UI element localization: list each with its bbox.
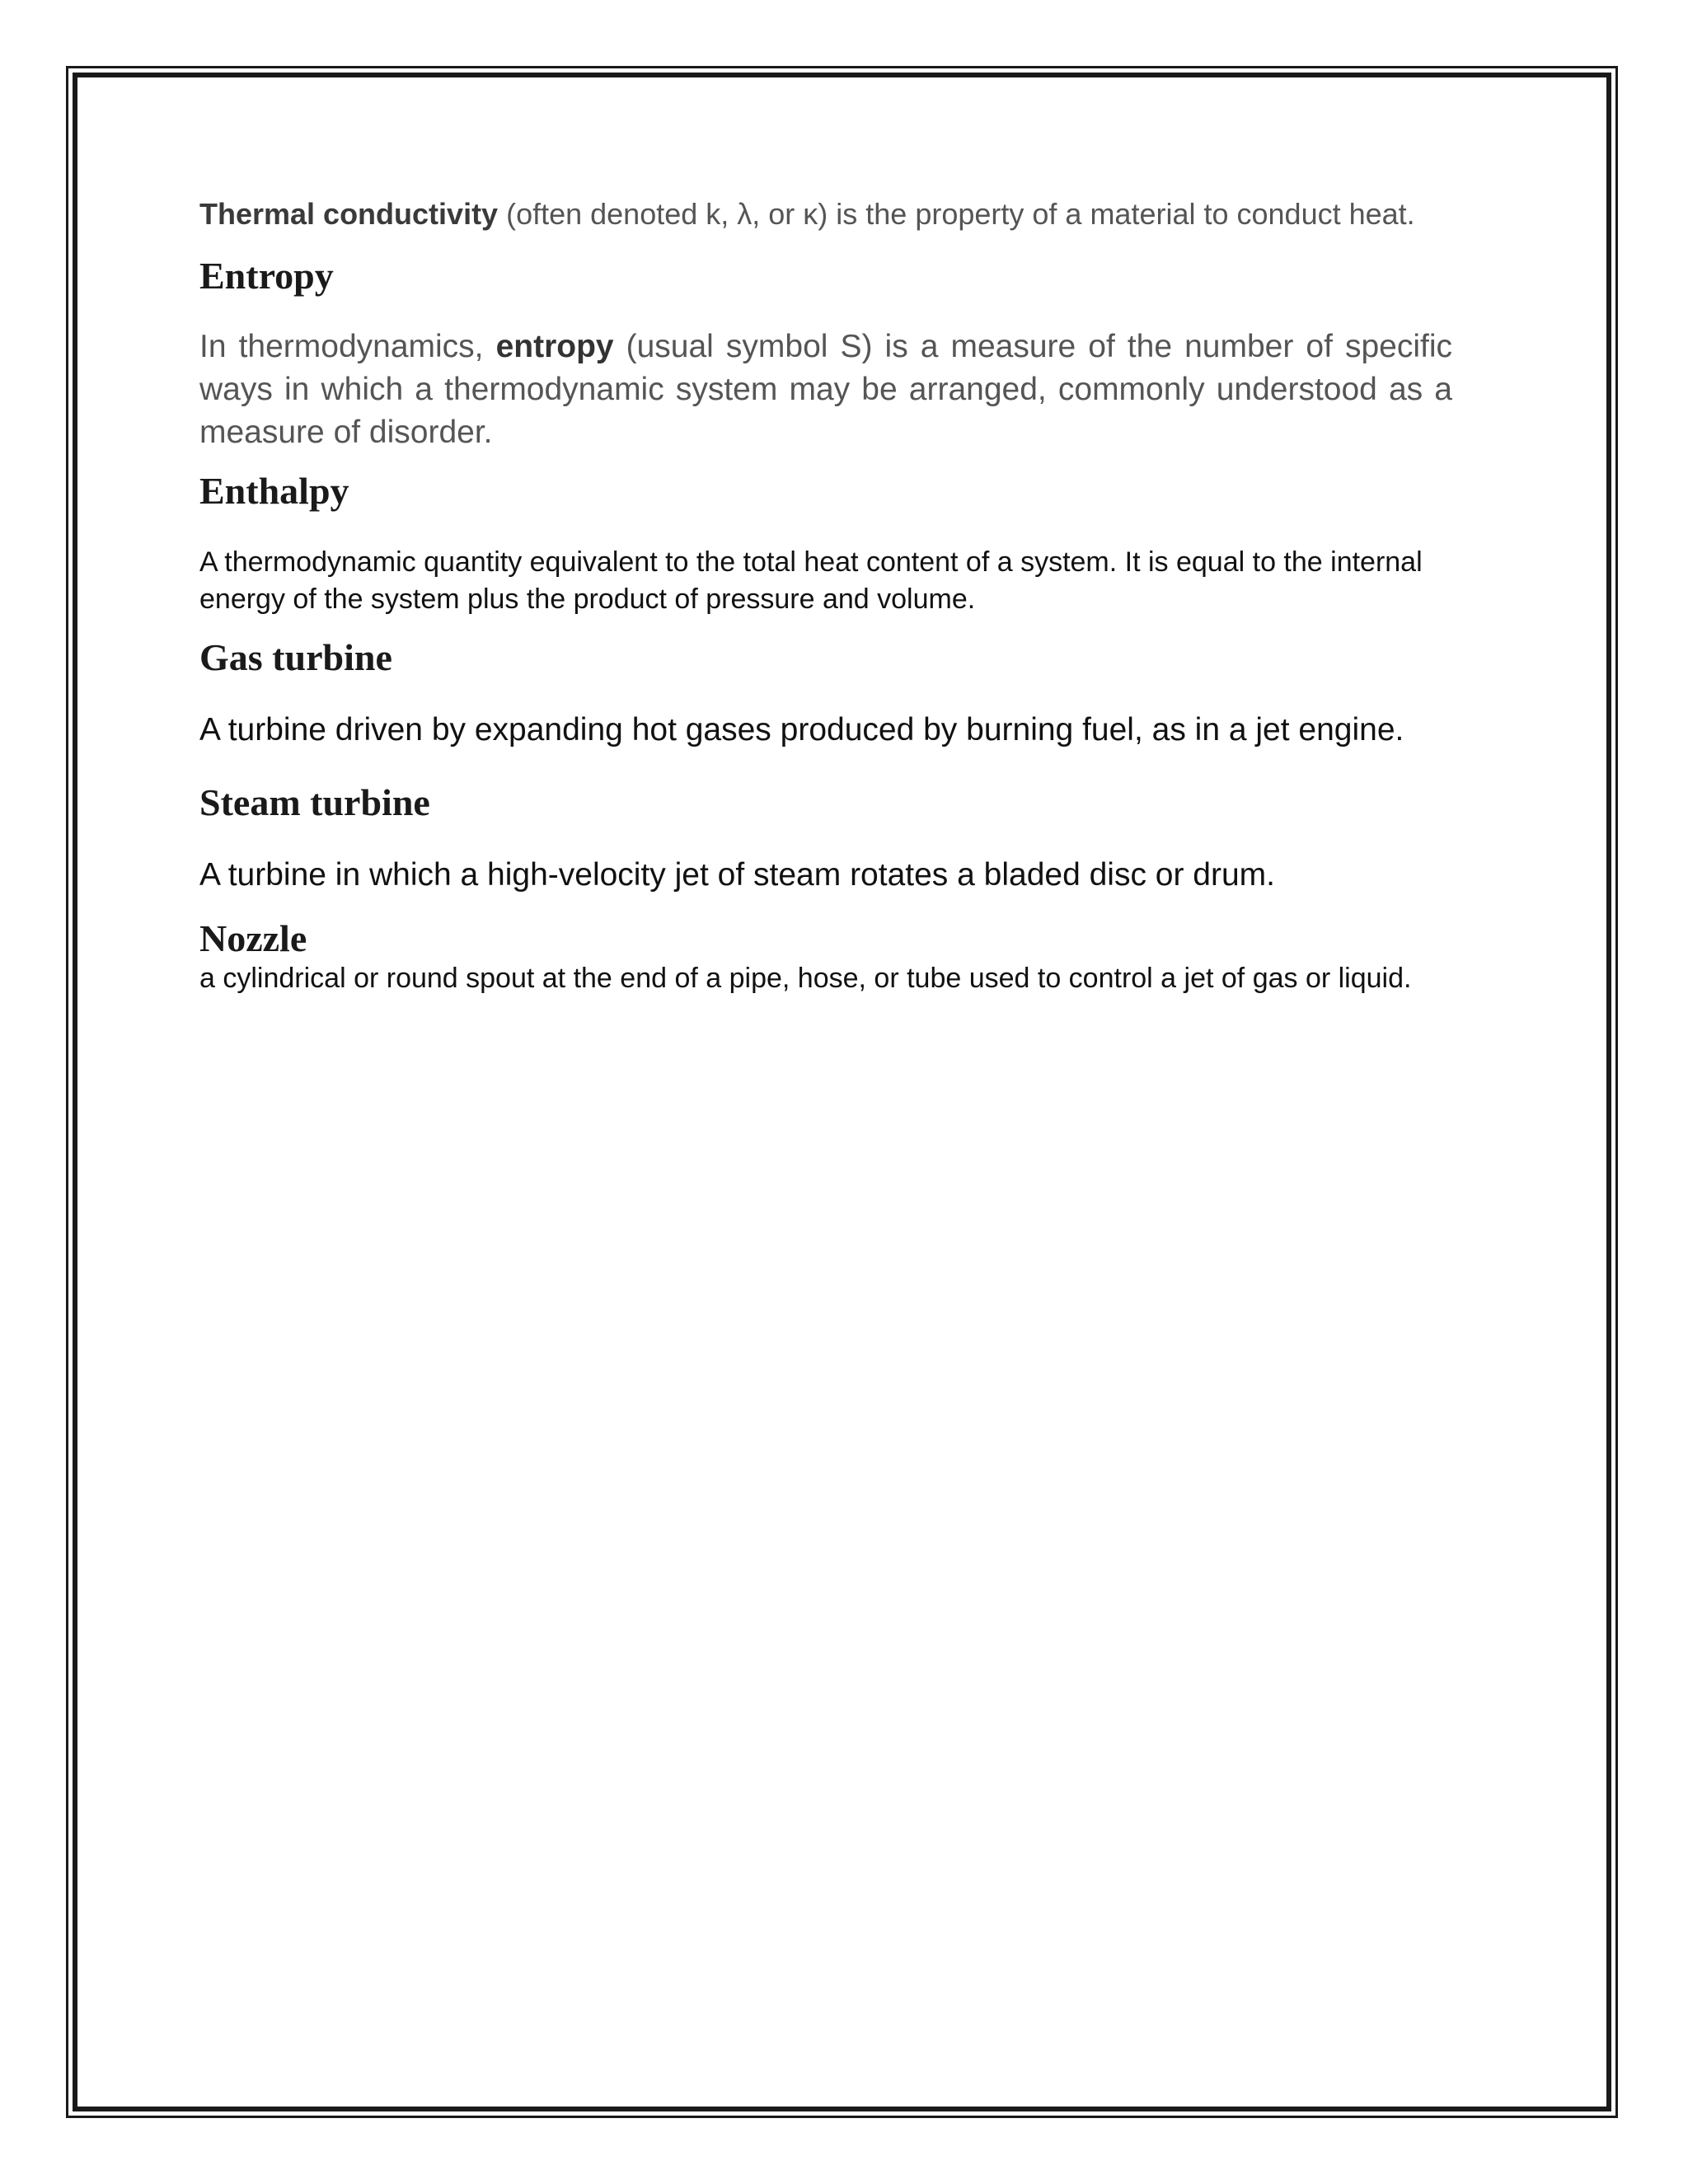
intro-term: Thermal conductivity <box>199 197 499 231</box>
paragraph-entropy <box>199 326 1452 454</box>
paragraph-steam-turbine: A turbine in which a high-velocity jet of steam rotates a bladed disc or drum. <box>199 857 1275 893</box>
entropy-text-after: (usual symbol S) is a measure of the number of specific ways in which a thermodynamic system may be arranged, commonly understood as a measure of disorder. <box>199 329 1452 450</box>
heading-entropy: Entropy <box>199 255 334 297</box>
heading-gas-turbine: Gas turbine <box>199 636 392 678</box>
intro-paragraph <box>199 194 1485 234</box>
paragraph-enthalpy: A thermodynamic quantity equivalent to the total heat content of a system. It is equal to the internal energy of the system plus the product of pressure and volume. <box>199 546 1423 615</box>
heading-enthalpy: Enthalpy <box>199 470 349 512</box>
heading-steam-turbine: Steam turbine <box>199 781 430 823</box>
paragraph-nozzle: a cylindrical or round spout at the end of a pipe, hose, or tube used to control a jet of gas or liquid. <box>199 963 1412 994</box>
entropy-bold-term: entropy <box>495 329 614 364</box>
entropy-text-before: In thermodynamics, <box>199 329 496 364</box>
paragraph-gas-turbine: A turbine driven by expanding hot gases produced by burning fuel, as in a jet engine. <box>199 712 1404 748</box>
heading-nozzle: Nozzle <box>199 917 307 959</box>
intro-text: (often denoted k, λ, or κ) is the property of a material to conduct heat. <box>498 197 1415 231</box>
